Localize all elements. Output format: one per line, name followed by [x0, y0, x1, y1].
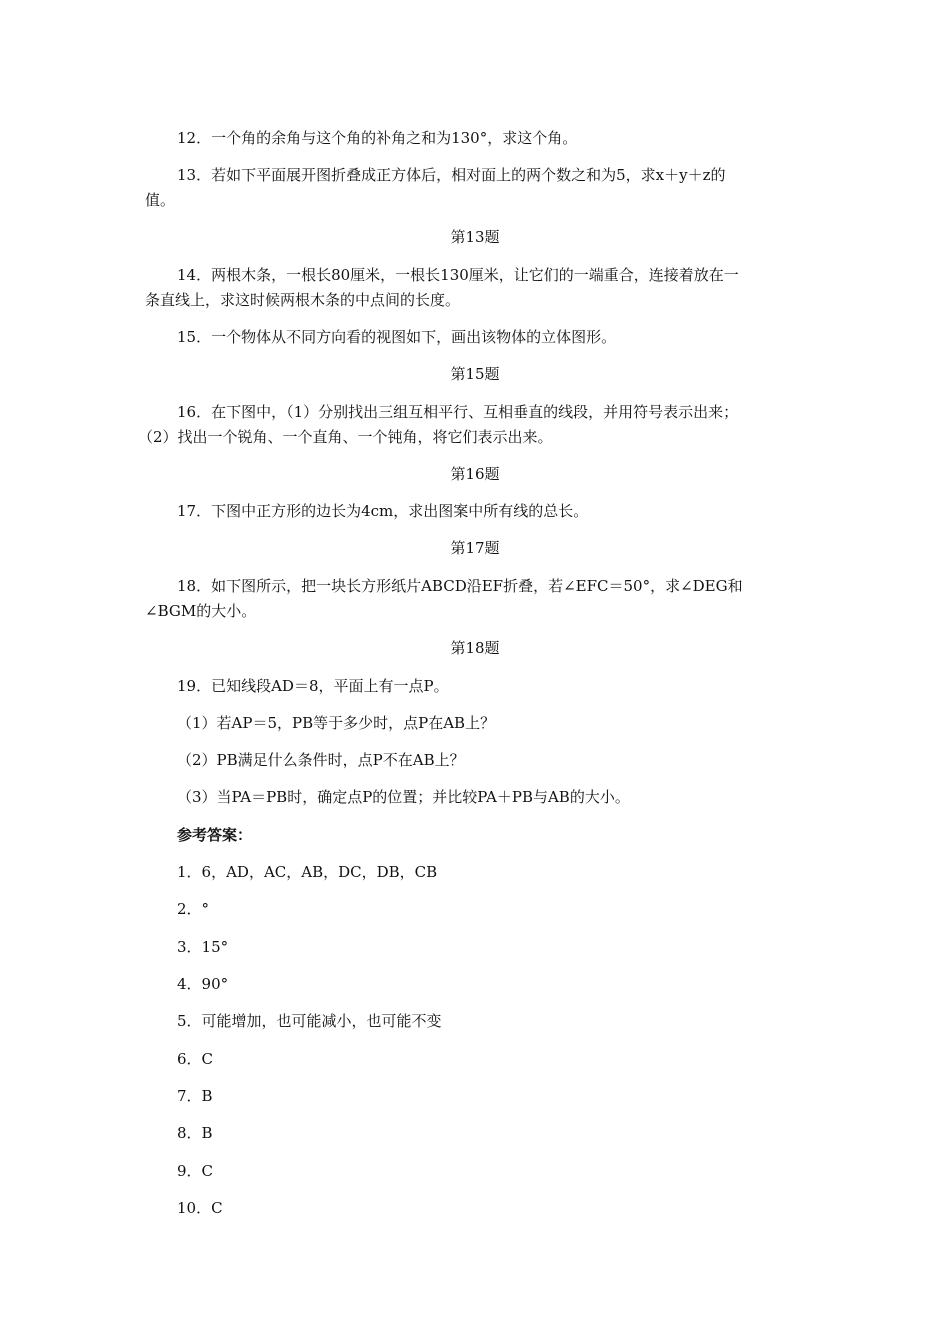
question-17: 17．下图中正方形的边长为4cm，求出图案中所有线的总长。	[177, 502, 589, 520]
answer-item: 3．15°	[177, 938, 229, 956]
answers-heading: 参考答案：	[177, 826, 253, 844]
question-15-caption: 第15题	[450, 365, 500, 383]
answer-item: 7．B	[177, 1087, 213, 1105]
question-19-part-2: （2）PB满足什么条件时，点P不在AB上？	[177, 751, 465, 769]
question-16-line-2: （2）找出一个锐角、一个直角、一个钝角，将它们表示出来。	[138, 428, 553, 446]
question-13-line-1: 13．若如下平面展开图折叠成正方体后，相对面上的两个数之和为5，求x＋y＋z的	[177, 166, 726, 184]
question-18-line-1: 18．如下图所示，把一块长方形纸片ABCD沿EF折叠，若∠EFC＝50°，求∠DEG和	[177, 577, 743, 595]
question-13-caption: 第13题	[450, 228, 500, 246]
question-18-line-2: ∠BGM的大小。	[145, 602, 257, 620]
question-19: 19．已知线段AD＝8，平面上有一点P。	[177, 677, 449, 695]
question-18-caption: 第18题	[450, 639, 500, 657]
question-19-part-1: （1）若AP＝5，PB等于多少时，点P在AB上？	[177, 714, 496, 732]
question-13-line-2: 值。	[145, 191, 176, 209]
question-14-line-1: 14．两根木条，一根长80厘米，一根长130厘米，让它们的一端重合，连接着放在一	[177, 266, 739, 284]
answer-item: 4．90°	[177, 975, 229, 993]
answer-item: 5．可能增加，也可能减小，也可能不变	[177, 1012, 442, 1030]
question-16-caption: 第16题	[450, 465, 500, 483]
answer-item: 6．C	[177, 1050, 214, 1068]
question-12: 12．一个角的余角与这个角的补角之和为130°，求这个角。	[177, 129, 578, 147]
question-19-part-3: （3）当PA＝PB时，确定点P的位置；并比较PA＋PB与AB的大小。	[177, 788, 630, 806]
question-15: 15．一个物体从不同方向看的视图如下，画出该物体的立体图形。	[177, 328, 617, 346]
answer-item: 1．6，AD，AC，AB，DC，DB，CB	[177, 863, 438, 881]
question-16-line-1: 16．在下图中，（1）分别找出三组互相平行、互相垂直的线段，并用符号表示出来；	[177, 403, 739, 421]
answer-item: 10．C	[177, 1199, 223, 1217]
answer-item: 2．°	[177, 900, 210, 918]
answer-item: 9．C	[177, 1162, 214, 1180]
question-17-caption: 第17题	[450, 539, 500, 557]
question-14-line-2: 条直线上，求这时候两根木条的中点间的长度。	[145, 291, 461, 309]
answer-item: 8．B	[177, 1124, 213, 1142]
